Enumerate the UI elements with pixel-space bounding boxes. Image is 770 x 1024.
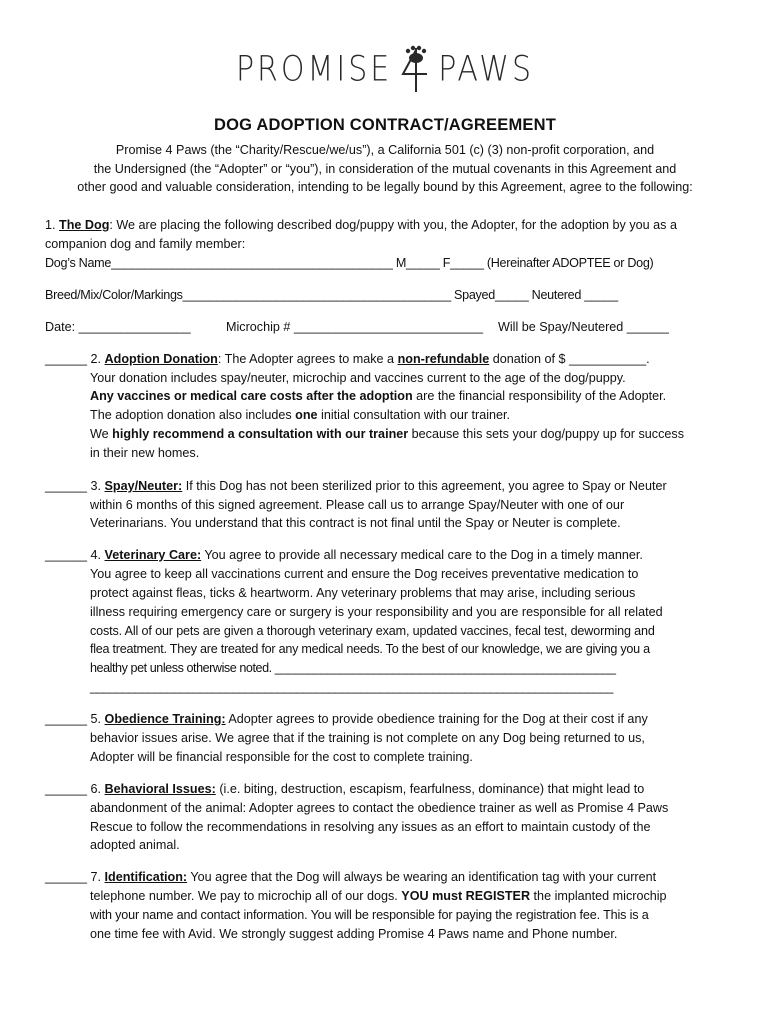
section-2-line-6: in their new homes. <box>90 446 200 460</box>
section-5-line-2: behavior issues arise. We agree that if the training is not complete on any Dog being returned to us, <box>90 731 645 745</box>
section-3-line-1 <box>45 477 667 496</box>
section-2-line-5 <box>90 425 684 444</box>
section-6-text: (i.e. biting, destruction, escapism, fearfulness, dominance) that might lead to <box>215 782 645 796</box>
section-5-line-3: Adopter will be financial responsible for the cost to complete training. <box>90 750 473 764</box>
section-4-line-5: costs. All of our pets are given a thorough veterinary exam, updated vaccines, fecal test, deworming and <box>90 624 655 638</box>
section-6-line-4: adopted animal. <box>90 838 180 852</box>
section-2-text: The adoption donation also includes <box>90 408 296 422</box>
health-notes-field[interactable]: healthy pet unless otherwise noted. ____________________________________________________ <box>90 661 616 675</box>
breed-field[interactable]: Breed/Mix/Color/Markings________________________________________ Spayed_____ Neutered _____ <box>45 288 618 302</box>
section-7-text: You agree that the Dog will always be wearing an identification tag with your current <box>187 870 657 884</box>
section-4-text: You agree to provide all necessary medical care to the Dog in a timely manner. <box>201 548 643 562</box>
section-5-line-1 <box>45 710 648 729</box>
spay-neuter-field[interactable]: Will be Spay/Neutered ______ <box>498 320 669 334</box>
section-2-heading: Adoption Donation <box>104 352 218 366</box>
section-2-text: because this sets your dog/puppy up for success <box>408 427 684 441</box>
section-4-line-4: illness requiring emergency care or surgery is your responsibility and you are responsible for all related <box>90 605 663 619</box>
section-1-text: : We are placing the following described dog/puppy with you, the Adopter, for the adoption by you as a <box>109 218 677 232</box>
intro-line: other good and valuable consideration, intending to be legally bound by this Agreement, agree to the following: <box>77 180 693 195</box>
section-2-line-2: Your donation includes spay/neuter, microchip and vaccines current to the age of the dog/puppy. <box>90 371 626 385</box>
section-2-text: are the financial responsibility of the Adopter. <box>412 389 667 403</box>
initials-blank[interactable]: ______ 7. <box>45 870 102 884</box>
section-3-text: If this Dog has not been sterilized prior to this agreement, you agree to Spay or Neuter <box>182 479 667 493</box>
intro-paragraph <box>40 141 730 197</box>
section-4-line-6: flea treatment. They are treated for any medical needs. To the best of our knowledge, we are giving you a <box>90 642 650 656</box>
section-1-line-1 <box>45 216 677 235</box>
section-6-line-3: Rescue to follow the recommendations in resolving any issues as an effort to maintain custody of the <box>90 820 651 834</box>
section-4-heading: Veterinary Care: <box>104 548 202 562</box>
section-6-line-1 <box>45 780 644 799</box>
section-2-line-3 <box>90 387 666 406</box>
logo <box>0 44 770 96</box>
initials-blank[interactable]: ______ 4. <box>45 548 102 562</box>
page-title: DOG ADOPTION CONTRACT/AGREEMENT <box>213 116 556 134</box>
section-5-text: Adopter agrees to provide obedience training for the Dog at their cost if any <box>225 712 648 726</box>
microchip-field[interactable]: Microchip # ___________________________ <box>226 320 483 334</box>
section-7-text: the implanted microchip <box>530 889 667 903</box>
section-4-line-3: protect against fleas, ticks & heartworm. Any veterinary problems that may arise, including serious <box>90 586 636 600</box>
section-2-text: We <box>90 427 113 441</box>
initials-blank[interactable]: ______ 5. <box>45 712 102 726</box>
section-7-line-4: one time fee with Avid. We strongly suggest adding Promise 4 Paws name and Phone number. <box>90 927 618 941</box>
logo-right-word: PAWS <box>438 48 535 90</box>
section-2-bold: Any vaccines or medical care costs after the adoption <box>90 389 413 403</box>
section-7-line-3: with your name and contact information. You will be responsible for paying the registration fee. This is a <box>90 908 649 922</box>
section-4-line-1 <box>45 546 643 565</box>
section-2-line-1 <box>45 350 650 369</box>
section-1-line-2: companion dog and family member: <box>45 237 246 251</box>
section-2-line-4 <box>90 406 510 425</box>
paw-4-icon <box>400 44 430 96</box>
section-1-number: 1. <box>45 218 56 232</box>
donation-amount-field[interactable]: donation of $ ___________. <box>489 352 650 366</box>
initials-blank[interactable]: ______ 6. <box>45 782 102 796</box>
section-6-line-2: abandonment of the animal: Adopter agrees to contact the obedience trainer as well as Promise 4 Paws <box>90 801 669 815</box>
section-6-heading: Behavioral Issues: <box>104 782 216 796</box>
section-2-text: initial consultation with our trainer. <box>317 408 511 422</box>
section-7-line-2 <box>90 887 667 906</box>
initials-blank[interactable]: ______ 2. <box>45 352 102 366</box>
section-7-bold: YOU must REGISTER <box>401 889 531 903</box>
intro-line: the Undersigned (the “Adopter” or “you”), in consideration of the mutual covenants in this Agreement and <box>93 161 677 176</box>
logo-left-word: PROMISE <box>235 48 393 90</box>
section-7-heading: Identification: <box>104 870 188 884</box>
dog-name-field[interactable]: Dog’s Name__________________________________________ M_____ F_____ (Hereinafter ADOPTEE or Dog) <box>45 256 654 270</box>
intro-line: Promise 4 Paws (the “Charity/Rescue/we/us”), a California 501 (c) (3) non-profit corporation, and <box>115 143 655 157</box>
section-5-heading: Obedience Training: <box>104 712 226 726</box>
section-4-line-2: You agree to keep all vaccinations current and ensure the Dog receives preventative medication to <box>90 567 639 581</box>
section-2-bold: one <box>295 408 318 422</box>
section-3-line-2: within 6 months of this signed agreement. Please call us to arrange Spay/Neuter with one of our <box>90 498 625 512</box>
initials-blank[interactable]: ______ 3. <box>45 479 102 493</box>
section-3-line-3: Veterinarians. You understand that this contract is not final until the Spay or Neuter is complete. <box>90 516 621 530</box>
section-1-heading: The Dog <box>59 218 110 232</box>
section-7-text: telephone number. We pay to microchip all of our dogs. <box>90 889 402 903</box>
section-2-emphasis: non-refundable <box>397 352 490 366</box>
section-2-bold: highly recommend a consultation with our trainer <box>112 427 409 441</box>
section-7-line-1 <box>45 868 656 887</box>
date-field[interactable]: Date: ________________ <box>45 320 191 334</box>
section-2-text: : The Adopter agrees to make a <box>217 352 398 366</box>
section-3-heading: Spay/Neuter: <box>104 479 183 493</box>
health-notes-field-2[interactable]: _________________________________________________________________________________ <box>90 680 613 694</box>
